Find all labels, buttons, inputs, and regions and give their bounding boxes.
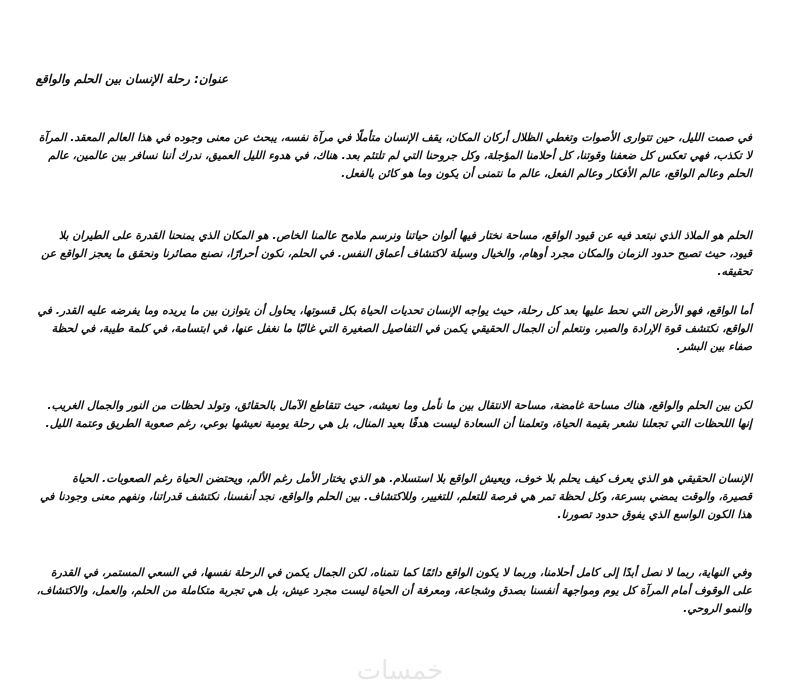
paragraph-4: لكن بين الحلم والواقع، هناك مساحة غامضة، مساحة الانتقال بين ما نأمل وما نعيشه، حيث تتقاطع الآمال بالحقائق، وتولد لحظات من النور والجمال الغريب. إنها اللحظات التي تجعلنا نشعر بقيمة الحياة، وتعلمنا أن السعادة ليست هدفًا بعيد المنال، بل هي رحلة يومية نعيشها بوعي، رغم صعوبة الطريق وعتمة الليل. (45, 399, 752, 430)
paragraph-2: الحلم هو الملاذ الذي نبتعد فيه عن قيود الواقع، مساحة نختار فيها ألوان حياتنا ونرسم ملامح عالمنا الخاص. هو المكان الذي يمنحنا القدرة على الطيران بلا قيود، حيث تصبح حدود الزمان والمكان مجرد أوهام، والخيال وسيلة لاكتشاف أعماق النفس. في الحلم، نكون أحرارًا، نصنع مصائرنا ونحقق ما يعجز الواقع عن تحقيقه. (41, 229, 752, 278)
paragraph-6: وفي النهاية، ربما لا نصل أبدًا إلى كامل أحلامنا، وربما لا يكون الواقع دائمًا كما نتمناه، لكن الجمال يكمن في الرحلة نفسها، في السعي المستمر، في القدرة على الوقوف أمام المرآة كل يوم ومواجهة أنفسنا بصدق وشجاعة، ومعرفة أن الحياة ليست مجرد عيش، بل هي تجربة متكاملة من الحلم، والعمل، والاكتشاف، والنمو الروحي. (36, 566, 752, 615)
paragraph-3: أما الواقع، فهو الأرض التي نحط عليها بعد كل رحلة، حيث يواجه الإنسان تحديات الحياة بكل قسوتها، يحاول أن يتوازن بين ما يريده وما يفرضه عليه القدر. في الواقع، نكتشف قوة الإرادة والصبر، ونتعلم أن الجمال الحقيقي يكمن في التفاصيل الصغيرة التي غالبًا ما نغفل عنها، في ابتسامة، في كلمة طيبة، في لحظة صفاء بين البشر. (37, 304, 752, 353)
paragraph-5: الإنسان الحقيقي هو الذي يعرف كيف يحلم بلا خوف، ويعيش الواقع بلا استسلام. هو الذي يختار الأمل رغم الألم، ويحتضن الحياة رغم الصعوبات. الحياة قصيرة، والوقت يمضي بسرعة، وكل لحظة تمر هي فرصة للتعلم، للتغيير، وللاكتشاف. بين الحلم والواقع، نجد أنفسنا، نكتشف قدراتنا، ونفهم معنى وجودنا في هذا الكون الواسع الذي يفوق حدود تصورنا. (40, 472, 752, 521)
watermark-logo: خمسات (356, 656, 444, 686)
paragraph-1: في صمت الليل، حين تتوارى الأصوات وتغطي الظلال أركان المكان، يقف الإنسان متأملًا في مرآة نفسه، يبحث عن معنى وجوده في هذا العالم المعقد. المرآة لا تكذب، فهي تعكس كل ضعفنا وقوتنا، كل أحلامنا المؤجلة، وكل جروحنا التي لم تلتئم بعد. هناك، في هدوء الليل العميق، ندرك أننا نسافر بين عالمين، عالم الحلم وعالم الواقع، عالم الأفكار وعالم الفعل، عالم ما نتمنى أن يكون وما هو كائن بالفعل. (38, 131, 752, 180)
document-title: عنوان: رحلة الإنسان بين الحلم والواقع (35, 72, 228, 86)
